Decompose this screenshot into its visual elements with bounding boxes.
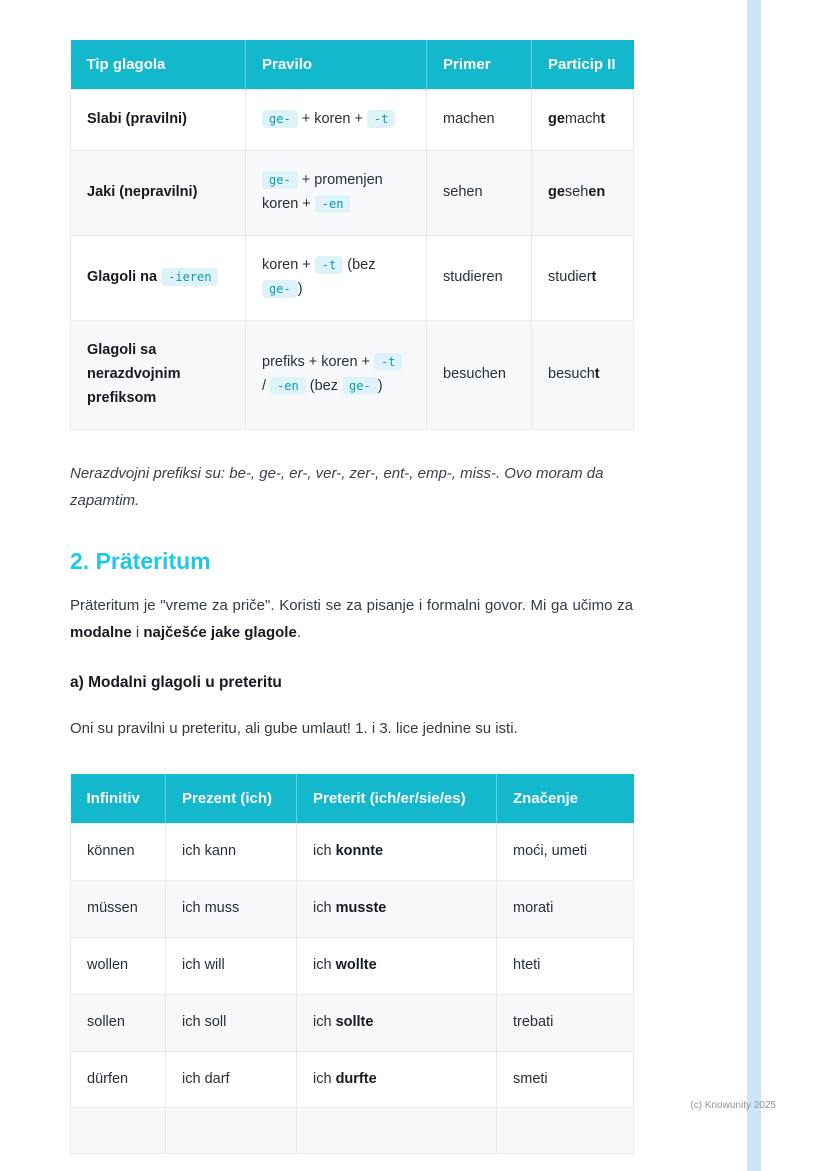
- column-header-example: Primer: [427, 40, 532, 90]
- note-paragraph: Nerazdvojni prefiksi su: be-, ge-, er-, ver-, zer-, ent-, emp-, miss-. Ovo moram da zapamtim.: [70, 464, 604, 509]
- note-content: [70, 40, 633, 1154]
- table-row: [71, 90, 634, 151]
- cell-rule: prefiks + koren + -t / -en (bez ge- ): [246, 320, 427, 429]
- cell-example: besuchen: [427, 320, 532, 429]
- cell-verb-type: Jaki (nepravilni): [71, 151, 246, 236]
- cell-rule: ge- + koren + -t: [246, 90, 427, 151]
- table-row: [71, 320, 634, 429]
- cell-present: ich muss: [166, 880, 297, 937]
- table-row: [71, 151, 634, 236]
- cell-infinitive: wollen: [71, 937, 166, 994]
- cell-example: machen: [427, 90, 532, 151]
- column-header-participle: Particip II: [532, 40, 634, 90]
- column-header-rule: Pravilo: [246, 40, 427, 90]
- table-row: [71, 823, 634, 880]
- column-header-preterite: Preterit (ich/er/sie/es): [297, 774, 497, 824]
- page-edge-stripe: [747, 0, 761, 1171]
- cell-meaning: moći, umeti: [497, 823, 634, 880]
- cell-meaning: morati: [497, 880, 634, 937]
- participle-table: [70, 40, 634, 430]
- cell-rule: ge- + promenjen koren + -en: [246, 151, 427, 236]
- cell-present: ich kann: [166, 823, 297, 880]
- cell-infinitive: sollen: [71, 994, 166, 1051]
- table-row: [71, 994, 634, 1051]
- cell-verb-type: Glagoli na -ieren: [71, 236, 246, 321]
- cell-partial: [166, 1108, 297, 1154]
- table-row-partial: [71, 1108, 634, 1154]
- cell-preterite: ich musste: [297, 880, 497, 937]
- cell-participle: studiert: [532, 236, 634, 321]
- copyright-text: (c) Knowunity 2025: [690, 1100, 776, 1111]
- cell-infinitive: können: [71, 823, 166, 880]
- cell-present: ich soll: [166, 994, 297, 1051]
- column-header-infinitive: Infinitiv: [71, 774, 166, 824]
- cell-participle: gesehen: [532, 151, 634, 236]
- section-intro-paragraph: Präteritum je "vreme za priče". Koristi se za pisanje i formalni govor. Mi ga učimo za modalne i najčešće jake glagole.: [70, 596, 633, 642]
- cell-infinitive: dürfen: [71, 1051, 166, 1108]
- modal-verbs-table: [70, 774, 634, 1155]
- cell-rule: koren + -t (bez ge- ): [246, 236, 427, 321]
- subsection-heading: a) Modalni glagoli u preteritu: [70, 674, 282, 692]
- cell-participle: besucht: [532, 320, 634, 429]
- cell-present: ich will: [166, 937, 297, 994]
- table-row: [71, 937, 634, 994]
- cell-preterite: ich konnte: [297, 823, 497, 880]
- subsection-intro-paragraph: Oni su pravilni u preteritu, ali gube umlaut! 1. i 3. lice jednine su isti.: [70, 720, 518, 738]
- table-header-row: [71, 774, 634, 824]
- cell-present: ich darf: [166, 1051, 297, 1108]
- cell-preterite: ich sollte: [297, 994, 497, 1051]
- table-row: [71, 236, 634, 321]
- cell-partial: [497, 1108, 634, 1154]
- table-header-row: [71, 40, 634, 90]
- cell-participle: gemacht: [532, 90, 634, 151]
- column-header-verb-type: Tip glagola: [71, 40, 246, 90]
- section-heading: 2. Präteritum: [70, 547, 211, 574]
- cell-example: studieren: [427, 236, 532, 321]
- cell-verb-type: Glagoli sa nerazdvojnim prefiksom: [71, 320, 246, 429]
- cell-meaning: smeti: [497, 1051, 634, 1108]
- cell-example: sehen: [427, 151, 532, 236]
- cell-meaning: hteti: [497, 937, 634, 994]
- column-header-meaning: Značenje: [497, 774, 634, 824]
- cell-preterite: ich wollte: [297, 937, 497, 994]
- cell-partial: [71, 1108, 166, 1154]
- cell-partial: [297, 1108, 497, 1154]
- table-row: [71, 1051, 634, 1108]
- column-header-present: Prezent (ich): [166, 774, 297, 824]
- cell-verb-type: Slabi (pravilni): [71, 90, 246, 151]
- cell-preterite: ich durfte: [297, 1051, 497, 1108]
- cell-meaning: trebati: [497, 994, 634, 1051]
- cell-infinitive: müssen: [71, 880, 166, 937]
- table-row: [71, 880, 634, 937]
